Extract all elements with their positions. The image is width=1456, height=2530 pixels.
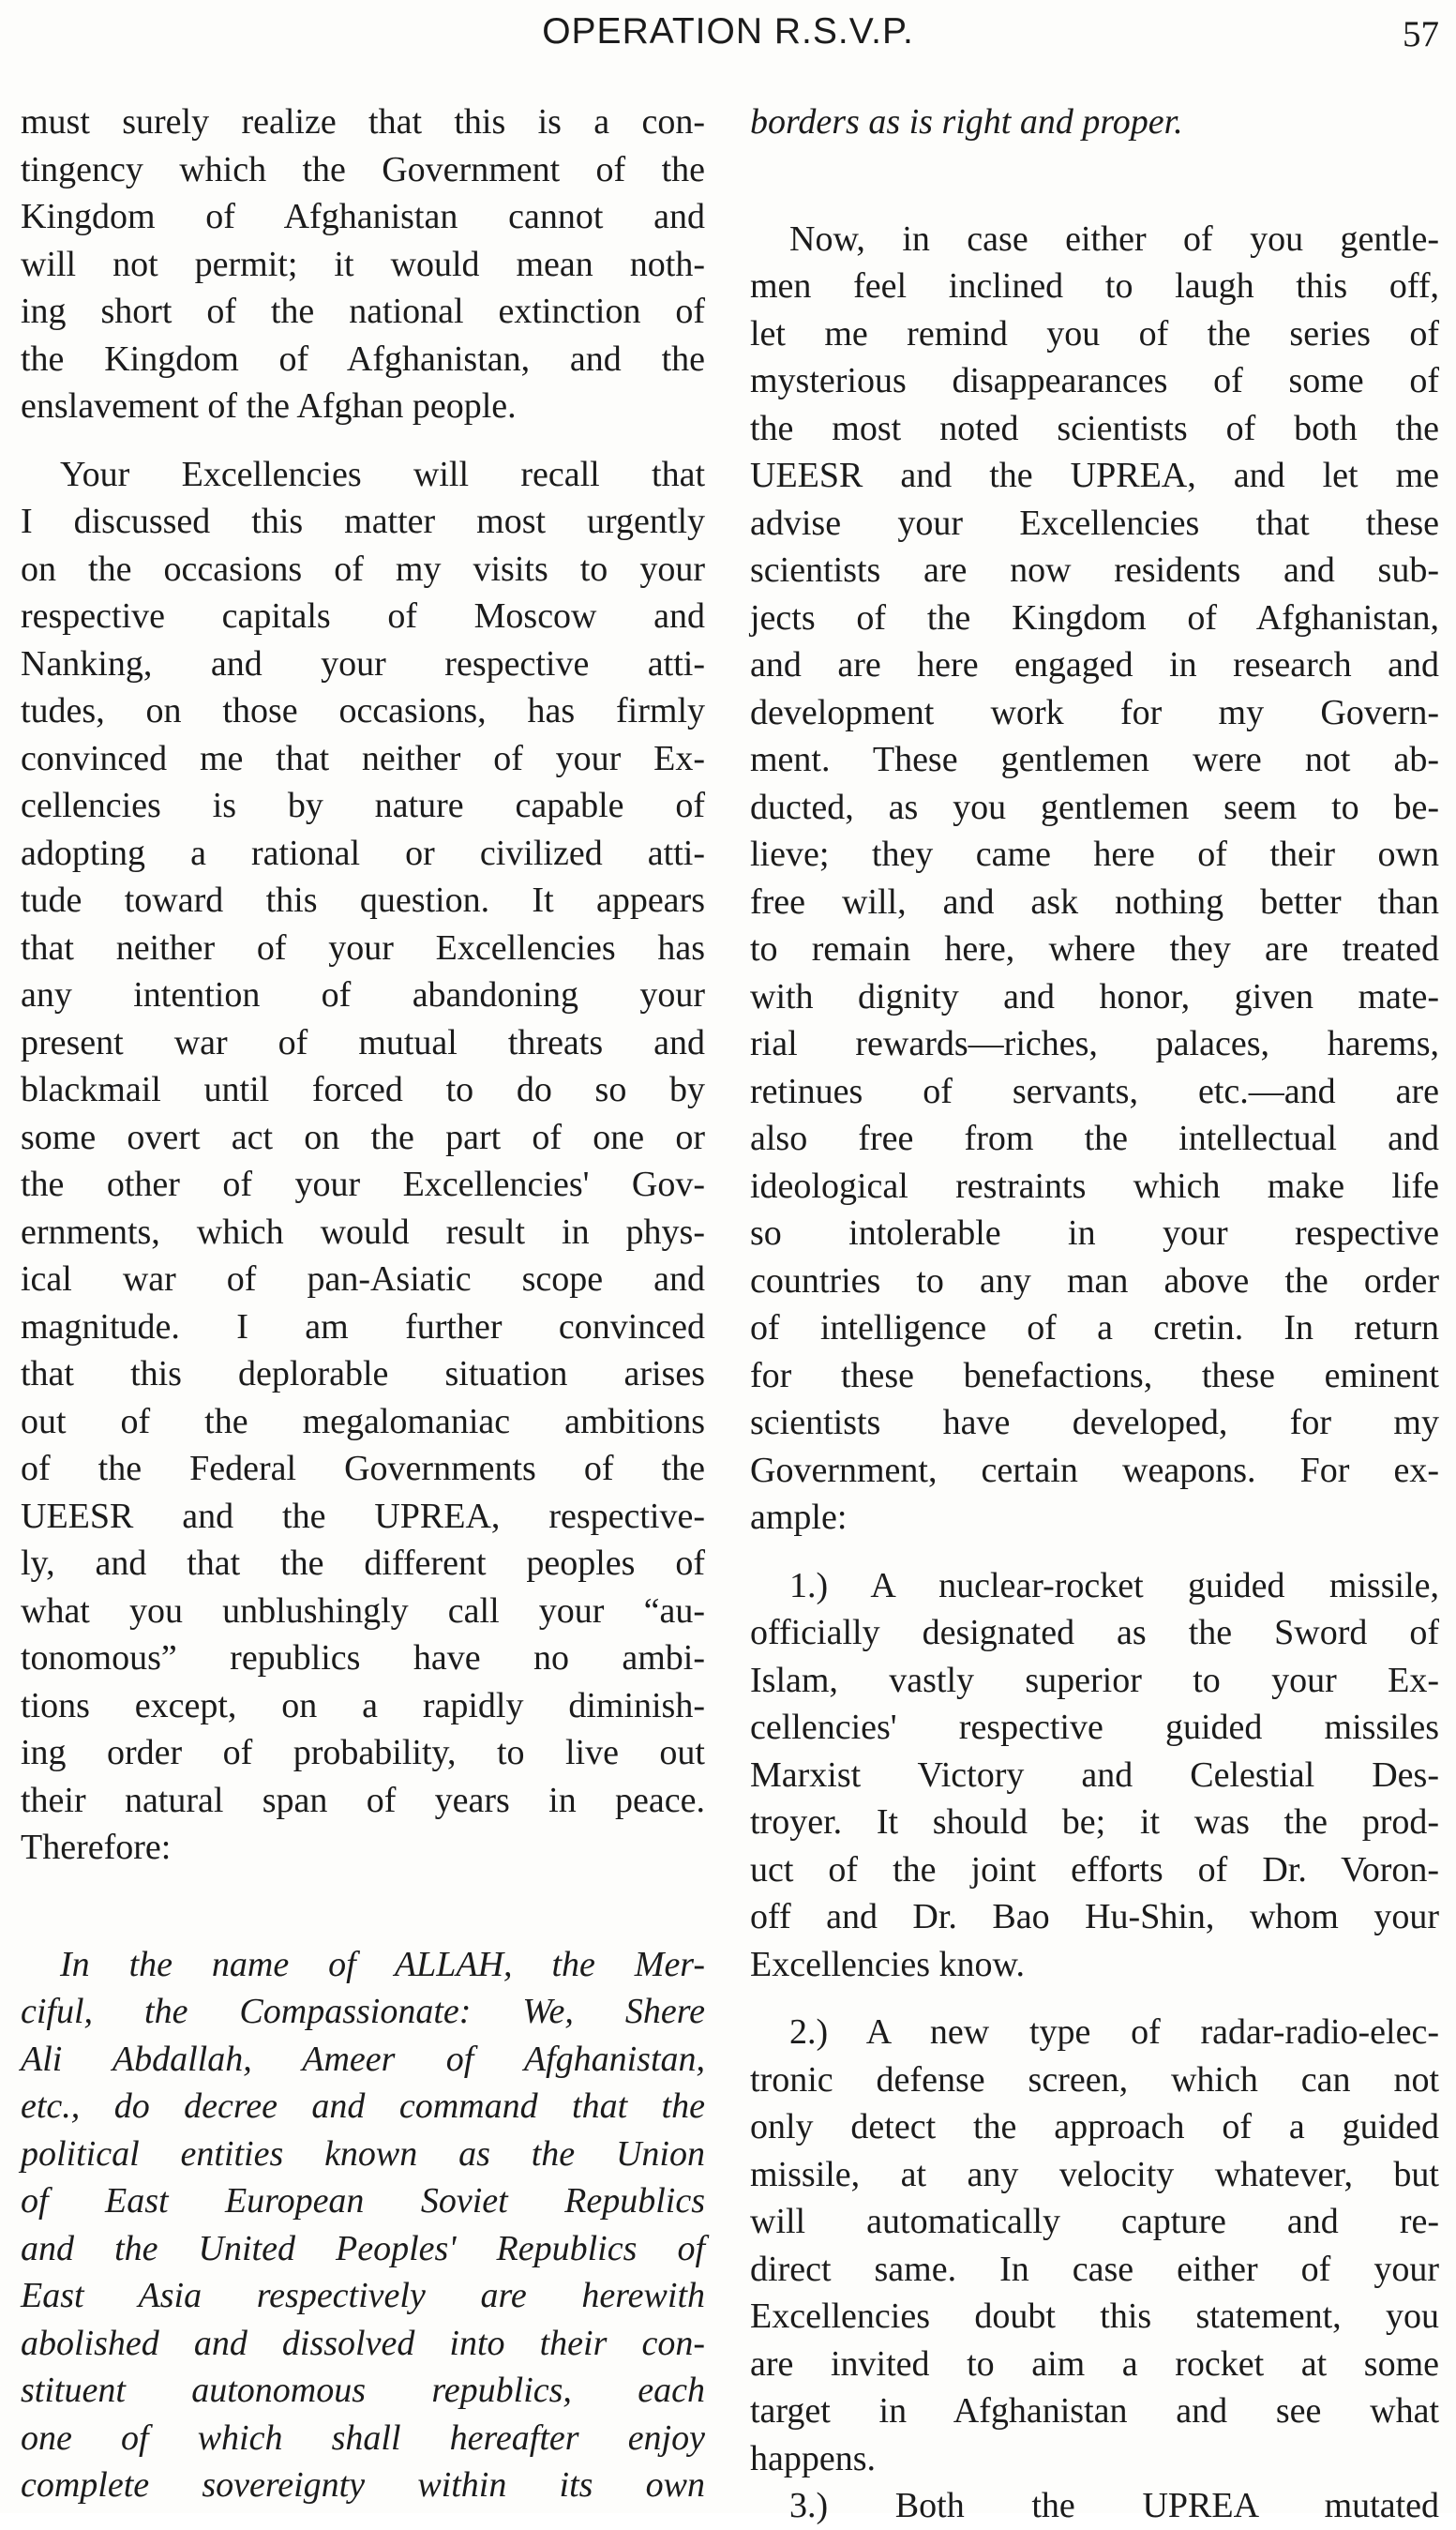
text-line: happens. xyxy=(750,2438,877,2478)
decree-line: and the United Peoples' Republics of xyxy=(21,2228,705,2268)
text-line: scientists have developed, for my xyxy=(750,1403,1439,1442)
decree-line: stituent autonomous republics, each xyxy=(21,2371,705,2410)
text-line: of the Federal Governments of the xyxy=(21,1449,705,1488)
text-line: target in Afghanistan and see what xyxy=(750,2391,1439,2431)
text-line: tonomous” republics have no ambi- xyxy=(21,1638,705,1678)
list-item-mutated xyxy=(750,2482,1439,2530)
text-line: that this deplorable situation arises xyxy=(21,1354,705,1393)
text-line: troyer. It should be; it was the prod- xyxy=(750,1802,1439,1842)
text-line: the other of your Excellencies' Gov- xyxy=(21,1165,705,1204)
text-line: officially designated as the Sword of xyxy=(750,1613,1439,1652)
text-line: the Kingdom of Afghanistan, and the xyxy=(21,339,705,379)
paragraph-scientists xyxy=(750,216,1439,1542)
text-line: magnitude. I am further convinced xyxy=(21,1306,705,1347)
text-line: UEESR and the UPREA, respective- xyxy=(21,1496,705,1536)
decree-line: ciful, the Compassionate: We, Shere xyxy=(21,1992,705,2031)
text-line: on the occasions of my visits to your xyxy=(21,549,705,589)
text-line: their natural span of years in peace. xyxy=(21,1780,705,1820)
text-line: so intolerable in your respective xyxy=(750,1213,1439,1253)
paragraph-excellencies xyxy=(21,451,705,1872)
text-line: countries to any man above the order xyxy=(750,1260,1439,1301)
text-line: ample: xyxy=(750,1498,848,1537)
text-line: off and Dr. Bao Hu-Shin, whom your xyxy=(750,1897,1439,1936)
text-line: Now, in case either of you gentle- xyxy=(789,218,1439,259)
text-line: blackmail until forced to do so by xyxy=(21,1070,705,1109)
text-line: what you unblushingly call your “au- xyxy=(21,1590,705,1631)
text-line: tude toward this question. It appears xyxy=(21,881,705,920)
decree-block xyxy=(21,1941,705,2509)
text-line: Excellencies doubt this statement, you xyxy=(750,2297,1439,2336)
text-line: tions except, on a rapidly diminish- xyxy=(21,1685,705,1725)
text-line: Nanking, and your respective atti- xyxy=(21,643,705,684)
text-line: Marxist Victory and Celestial Des- xyxy=(750,1754,1439,1795)
text-line: men feel inclined to laugh this off, xyxy=(750,266,1439,306)
text-line: lieve; they came here of their own xyxy=(750,835,1439,874)
text-line: advise your Excellencies that these xyxy=(750,503,1439,543)
text-line: mysterious disappearances of some of xyxy=(750,361,1439,400)
text-line: Islam, vastly superior to your Ex- xyxy=(750,1660,1439,1700)
text-line: ing short of the national extinction of xyxy=(21,292,705,331)
text-line: uct of the joint efforts of Dr. Voron- xyxy=(750,1849,1439,1890)
list-item-sword-of-islam xyxy=(750,1562,1439,1989)
text-line: are invited to aim a rocket at some xyxy=(750,2343,1439,2384)
text-line: missile, at any velocity whatever, but xyxy=(750,2154,1439,2194)
text-line: Kingdom of Afghanistan cannot and xyxy=(21,197,705,236)
text-line: scientists are now residents and sub- xyxy=(750,550,1439,590)
text-line: retinues of servants, etc.—and are xyxy=(750,1071,1439,1111)
running-head xyxy=(0,9,1456,66)
text-line: will not permit; it would mean noth- xyxy=(21,244,705,284)
text-line: tudes, on those occasions, has firmly xyxy=(21,691,705,730)
text-line: Government, certain weapons. For ex- xyxy=(750,1450,1439,1490)
text-line: any intention of abandoning your xyxy=(21,975,705,1015)
decree-line: of East European Soviet Republics xyxy=(21,2181,705,2221)
text-line: must surely realize that this is a con- xyxy=(21,102,705,142)
text-line: free will, and ask nothing better than xyxy=(750,881,1439,922)
text-line: ical war of pan-Asiatic scope and xyxy=(21,1259,705,1299)
text-line: cellencies is by nature capable of xyxy=(21,786,705,825)
text-line: Your Excellencies will recall that xyxy=(60,454,705,494)
text-line: 1.) A nuclear-rocket guided missile, xyxy=(789,1565,1439,1605)
text-line: Therefore: xyxy=(21,1828,172,1867)
decree-line: In the name of ALLAH, the Mer- xyxy=(60,1944,705,1984)
decree-line: one of which shall hereafter enjoy xyxy=(21,2417,705,2458)
decree-line: abolished and dissolved into their con- xyxy=(21,2323,705,2363)
text-line: will automatically capture and re- xyxy=(750,2202,1439,2241)
text-line: ly, and that the different peoples of xyxy=(21,1544,705,1583)
text-line: enslavement of the Afghan people. xyxy=(21,386,517,426)
text-line: Excellencies know. xyxy=(750,1944,1025,1984)
paragraph-continuation xyxy=(21,98,705,430)
decree-line: East Asia respectively are herewith xyxy=(21,2276,705,2315)
text-line: to remain here, where they are treated xyxy=(750,929,1439,969)
decree-line: complete sovereignty within its own xyxy=(21,2465,705,2505)
left-column xyxy=(21,98,705,2509)
text-line: let me remind you of the series of xyxy=(750,313,1439,354)
right-column xyxy=(750,98,1439,2530)
decree-line: political entities known as the Union xyxy=(21,2133,705,2174)
list-item-defense-screen xyxy=(750,2009,1439,2482)
text-line: rial rewards—riches, palaces, harems, xyxy=(750,1024,1439,1063)
text-line: I discussed this matter most urgently xyxy=(21,502,705,541)
text-line: ment. These gentlemen were not ab- xyxy=(750,740,1439,779)
decree-line: Ali Abdallah, Ameer of Afghanistan, xyxy=(21,2039,705,2079)
text-line: only detect the approach of a guided xyxy=(750,2107,1439,2146)
text-line: for these benefactions, these eminent xyxy=(750,1355,1439,1395)
text-line: some overt act on the part of one or xyxy=(21,1117,705,1157)
text-line: and are here engaged in research and xyxy=(750,645,1439,685)
text-line: development work for my Govern- xyxy=(750,692,1439,732)
text-line: ideological restraints which make life xyxy=(750,1166,1439,1206)
text-line: ducted, as you gentlemen seem to be- xyxy=(750,787,1439,827)
text-line: also free from the intellectual and xyxy=(750,1119,1439,1158)
text-line: direct same. In case either of your xyxy=(750,2249,1439,2289)
decree-line: etc., do decree and command that the xyxy=(21,2086,705,2126)
text-line: UEESR and the UPREA, and let me xyxy=(750,456,1439,495)
running-title: OPERATION R.S.V.P. xyxy=(542,11,914,52)
decree-end-line: borders as is right and proper. xyxy=(750,102,1183,142)
text-line: tingency which the Government of the xyxy=(21,149,705,189)
text-line: adopting a rational or civilized atti- xyxy=(21,833,705,873)
text-line: 3.) Both the UPREA mutated xyxy=(789,2486,1439,2525)
text-line: cellencies' respective guided missiles xyxy=(750,1708,1439,1747)
text-line: ing order of probability, to live out xyxy=(21,1733,705,1772)
text-line: tronic defense screen, which can not xyxy=(750,2059,1439,2100)
text-line: that neither of your Excellencies has xyxy=(21,927,705,968)
text-line: 2.) A new type of radar-radio-elec- xyxy=(789,2012,1439,2052)
text-line: present war of mutual threats and xyxy=(21,1022,705,1062)
text-line: respective capitals of Moscow and xyxy=(21,596,705,636)
text-line: jects of the Kingdom of Afghanistan, xyxy=(750,597,1439,638)
text-line: of intelligence of a cretin. In return xyxy=(750,1308,1439,1348)
text-line: out of the megalomaniac ambitions xyxy=(21,1401,705,1441)
text-line: the most noted scientists of both the xyxy=(750,408,1439,448)
text-line: with dignity and honor, given mate- xyxy=(750,976,1439,1017)
page-number: 57 xyxy=(1403,14,1439,54)
text-line: ernments, which would result in phys- xyxy=(21,1212,705,1252)
text-line: convinced me that neither of your Ex- xyxy=(21,738,705,778)
